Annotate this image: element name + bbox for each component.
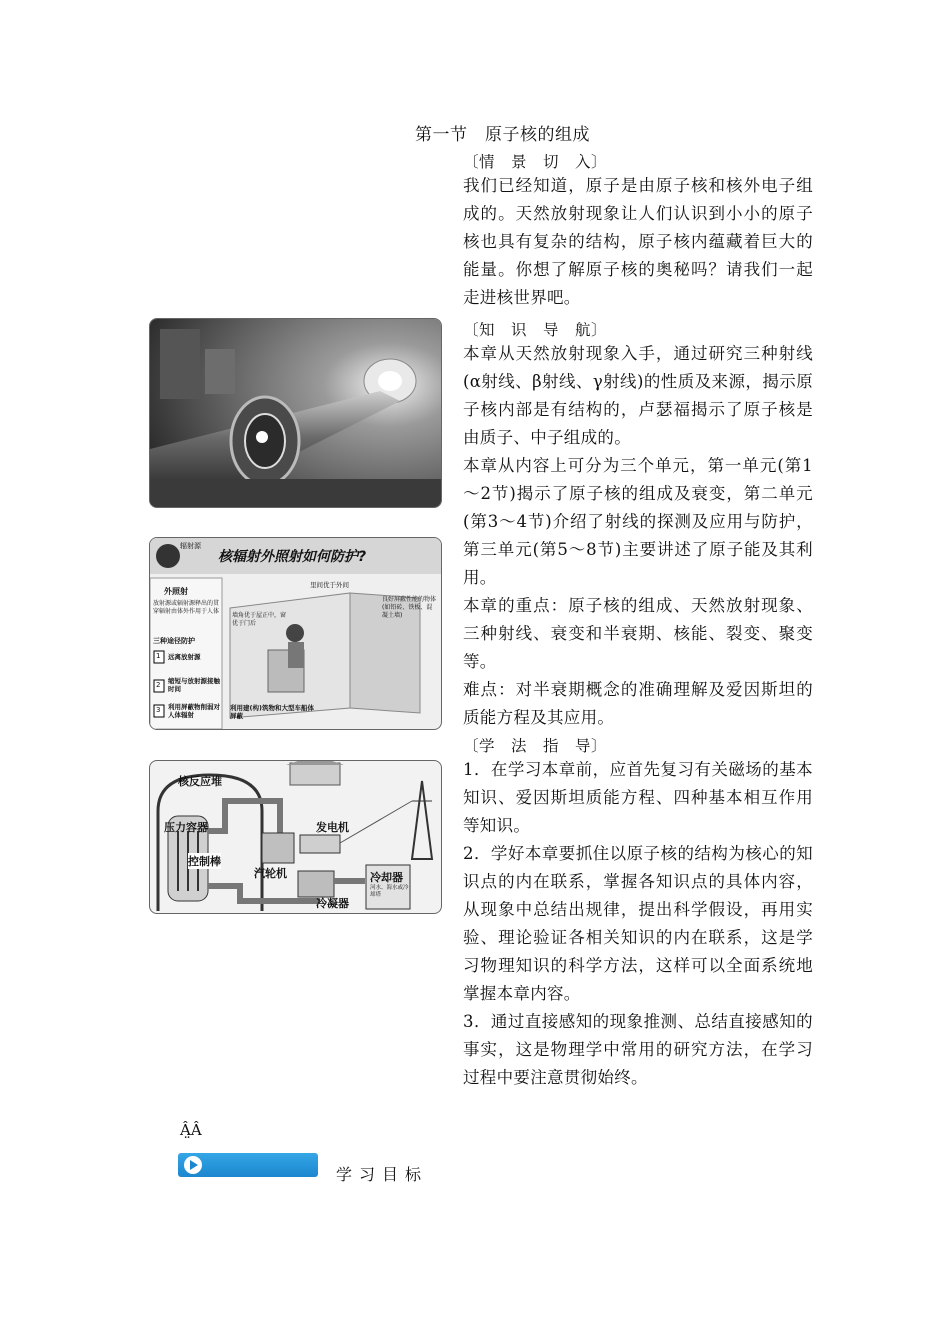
building-shield-note: 利用建(构)筑物和大型车船体屏蔽: [230, 704, 314, 720]
condenser-label: 冷凝器: [316, 897, 349, 910]
generator-label: 发电机: [316, 821, 349, 834]
way-number-3: 3: [156, 706, 161, 714]
page-title: 第一节 原子核的组成: [415, 125, 590, 145]
method-heading: 〔学 法 指 导〕: [463, 737, 608, 755]
cooler-note: 河水、海水或冷却塔: [370, 885, 409, 898]
guide-paragraph-3: 本章的重点：原子核的组成、天然放射现象、三种射线、衰变和半衰期、核能、裂变、聚变等。: [463, 596, 813, 671]
way-number-1: 1: [156, 652, 161, 660]
turbine-label: 汽轮机: [254, 867, 287, 880]
way-text-1: 远离放射源: [168, 653, 201, 661]
method-paragraph-2: 2．学好本章要抓住以原子核的结构为核心的知识点的内在联系，掌握各知识点的具体内容，从现象中总结出规律，提出科学假设，再用实验、理论验证各相关知识的内在联系，这是学习物理知识的科学方法，这样可以全面系统地掌握本章内容。: [463, 844, 813, 1003]
play-bar[interactable]: [178, 1153, 318, 1177]
shielding-material-note: 良好屏蔽性能的物体(如铅砖、铁板、混凝土墙): [382, 596, 437, 619]
guide-paragraph-4: 难点：对半衰期概念的准确理解及爱因斯坦的质能方程及其应用。: [463, 680, 813, 727]
method-paragraph-1: 1．在学习本章前，应首先复习有关磁场的基本知识、爱因斯坦质能方程、四种基本相互作用等知识。: [463, 760, 813, 835]
accelerator-tunnel-image: [149, 318, 442, 508]
inside-room-note: 里间优于外间: [310, 581, 349, 589]
way-text-3: 利用屏蔽物削弱对人体辐射: [168, 703, 220, 719]
nuclear-plant-diagram: [149, 760, 442, 914]
guide-paragraph-1: 本章从天然放射现象入手，通过研究三种射线(α射线、β射线、γ射线)的性质及来源，揭示原子核内部是有结构的，卢瑟福揭示了原子核是由质子、中子组成的。: [463, 344, 813, 447]
control-rod-label: 控制棒: [188, 855, 221, 868]
learning-goals-label: 学习目标: [336, 1165, 429, 1184]
play-icon[interactable]: [184, 1156, 202, 1174]
intro-heading: 〔情 景 切 入〕: [463, 153, 608, 171]
radiation-source-label: 辐射源: [180, 542, 201, 550]
external-exposure-desc: 放射源或辐射源释出的贯穿辐射由体外作用于人体: [153, 600, 220, 615]
corner-note: 墙角优于屋正中，窗优于门后: [232, 612, 287, 627]
pressure-vessel-label: 压力容器: [164, 821, 208, 834]
infographic-title: 核辐射外照射如何防护?: [218, 549, 367, 565]
reactor-label: 核反应堆: [178, 775, 222, 788]
cooler-label: 冷却器: [370, 871, 403, 884]
garbled-marks: Â̤Â: [180, 1121, 202, 1139]
way-number-2: 2: [156, 681, 161, 689]
radiation-protection-infographic: [149, 537, 442, 730]
way-text-2: 缩短与放射源接触时间: [168, 677, 220, 693]
guide-heading: 〔知 识 导 航〕: [463, 321, 608, 339]
external-exposure-heading: 外照射: [164, 587, 188, 596]
three-ways-title: 三种途径防护: [153, 637, 195, 645]
intro-paragraph: 我们已经知道，原子是由原子核和核外电子组成的。天然放射现象让人们认识到小小的原子核也具有复杂的结构，原子核内蕴藏着巨大的能量。你想了解原子核的奥秘吗？请我们一起走进核世界吧。: [463, 176, 813, 307]
guide-paragraph-2: 本章从内容上可分为三个单元，第一单元(第1～2节)揭示了原子核的组成及衰变，第二单元(第3～4节)介绍了射线的探测及应用与防护，第三单元(第5～8节)主要讲述了原子能及其利用。: [463, 456, 813, 587]
method-paragraph-3: 3．通过直接感知的现象推测、总结直接感知的事实，这是物理学中常用的研究方法，在学习过程中要注意贯彻始终。: [463, 1012, 813, 1087]
